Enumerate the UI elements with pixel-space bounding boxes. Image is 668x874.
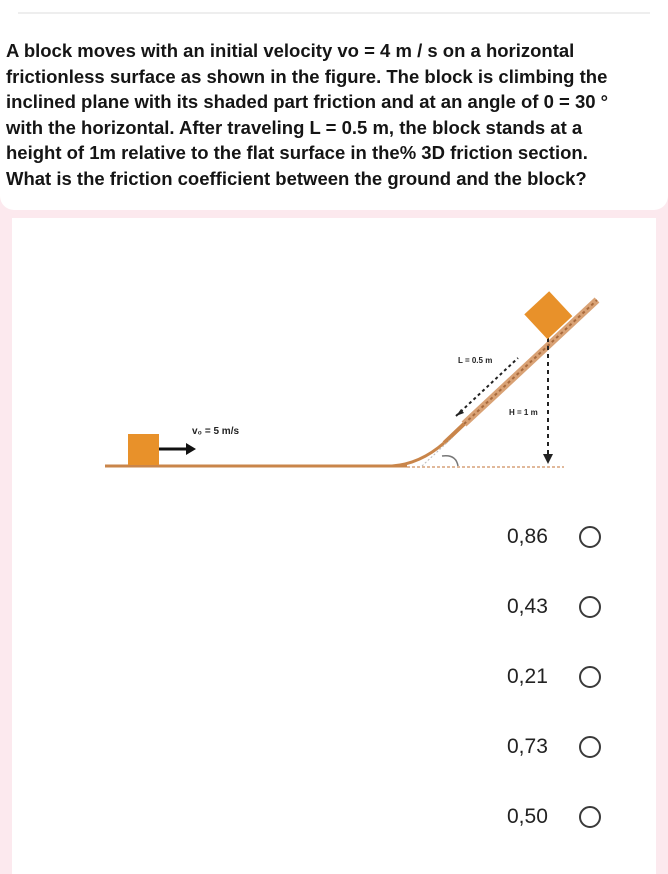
question-line: height of 1m relative to the flat surface in the% 3D friction section. xyxy=(6,142,588,163)
radio-button[interactable] xyxy=(579,666,601,688)
question-line: What is the friction coefficient between the ground and the block? xyxy=(6,167,587,189)
answer-options xyxy=(12,218,656,874)
radio-button[interactable] xyxy=(579,526,601,548)
height-label: H = 1 m xyxy=(509,408,538,417)
velocity-label: v₀ = 5 m/s xyxy=(192,426,240,437)
option-label: 0,73 xyxy=(507,735,548,758)
question-text xyxy=(6,38,666,191)
answer-panel xyxy=(12,218,656,874)
option-label: 0,43 xyxy=(507,595,548,618)
question-line: inclined plane with its shaded part friction and at an angle of 0 = 30 ° xyxy=(6,91,609,112)
option-5[interactable] xyxy=(507,797,627,837)
question-line: with the horizontal. After traveling L = 0.5 m, the block stands at a xyxy=(6,116,583,138)
option-label: 0,21 xyxy=(507,665,548,688)
length-label: L = 0.5 m xyxy=(458,356,493,365)
option-1[interactable] xyxy=(507,517,627,557)
option-2[interactable] xyxy=(507,587,627,627)
divider xyxy=(18,12,650,14)
question-line: frictionless surface as shown in the figure. The block is climbing the xyxy=(6,65,608,87)
option-label: 0,86 xyxy=(507,525,548,548)
radio-button[interactable] xyxy=(579,806,601,828)
radio-button[interactable] xyxy=(579,736,601,758)
question-line: A block moves with an initial velocity vo = 4 m / s on a horizontal xyxy=(6,40,575,61)
radio-button[interactable] xyxy=(579,596,601,618)
question-card xyxy=(0,0,668,210)
option-label: 0,50 xyxy=(507,805,548,828)
option-3[interactable] xyxy=(507,657,627,697)
option-4[interactable] xyxy=(507,727,627,767)
